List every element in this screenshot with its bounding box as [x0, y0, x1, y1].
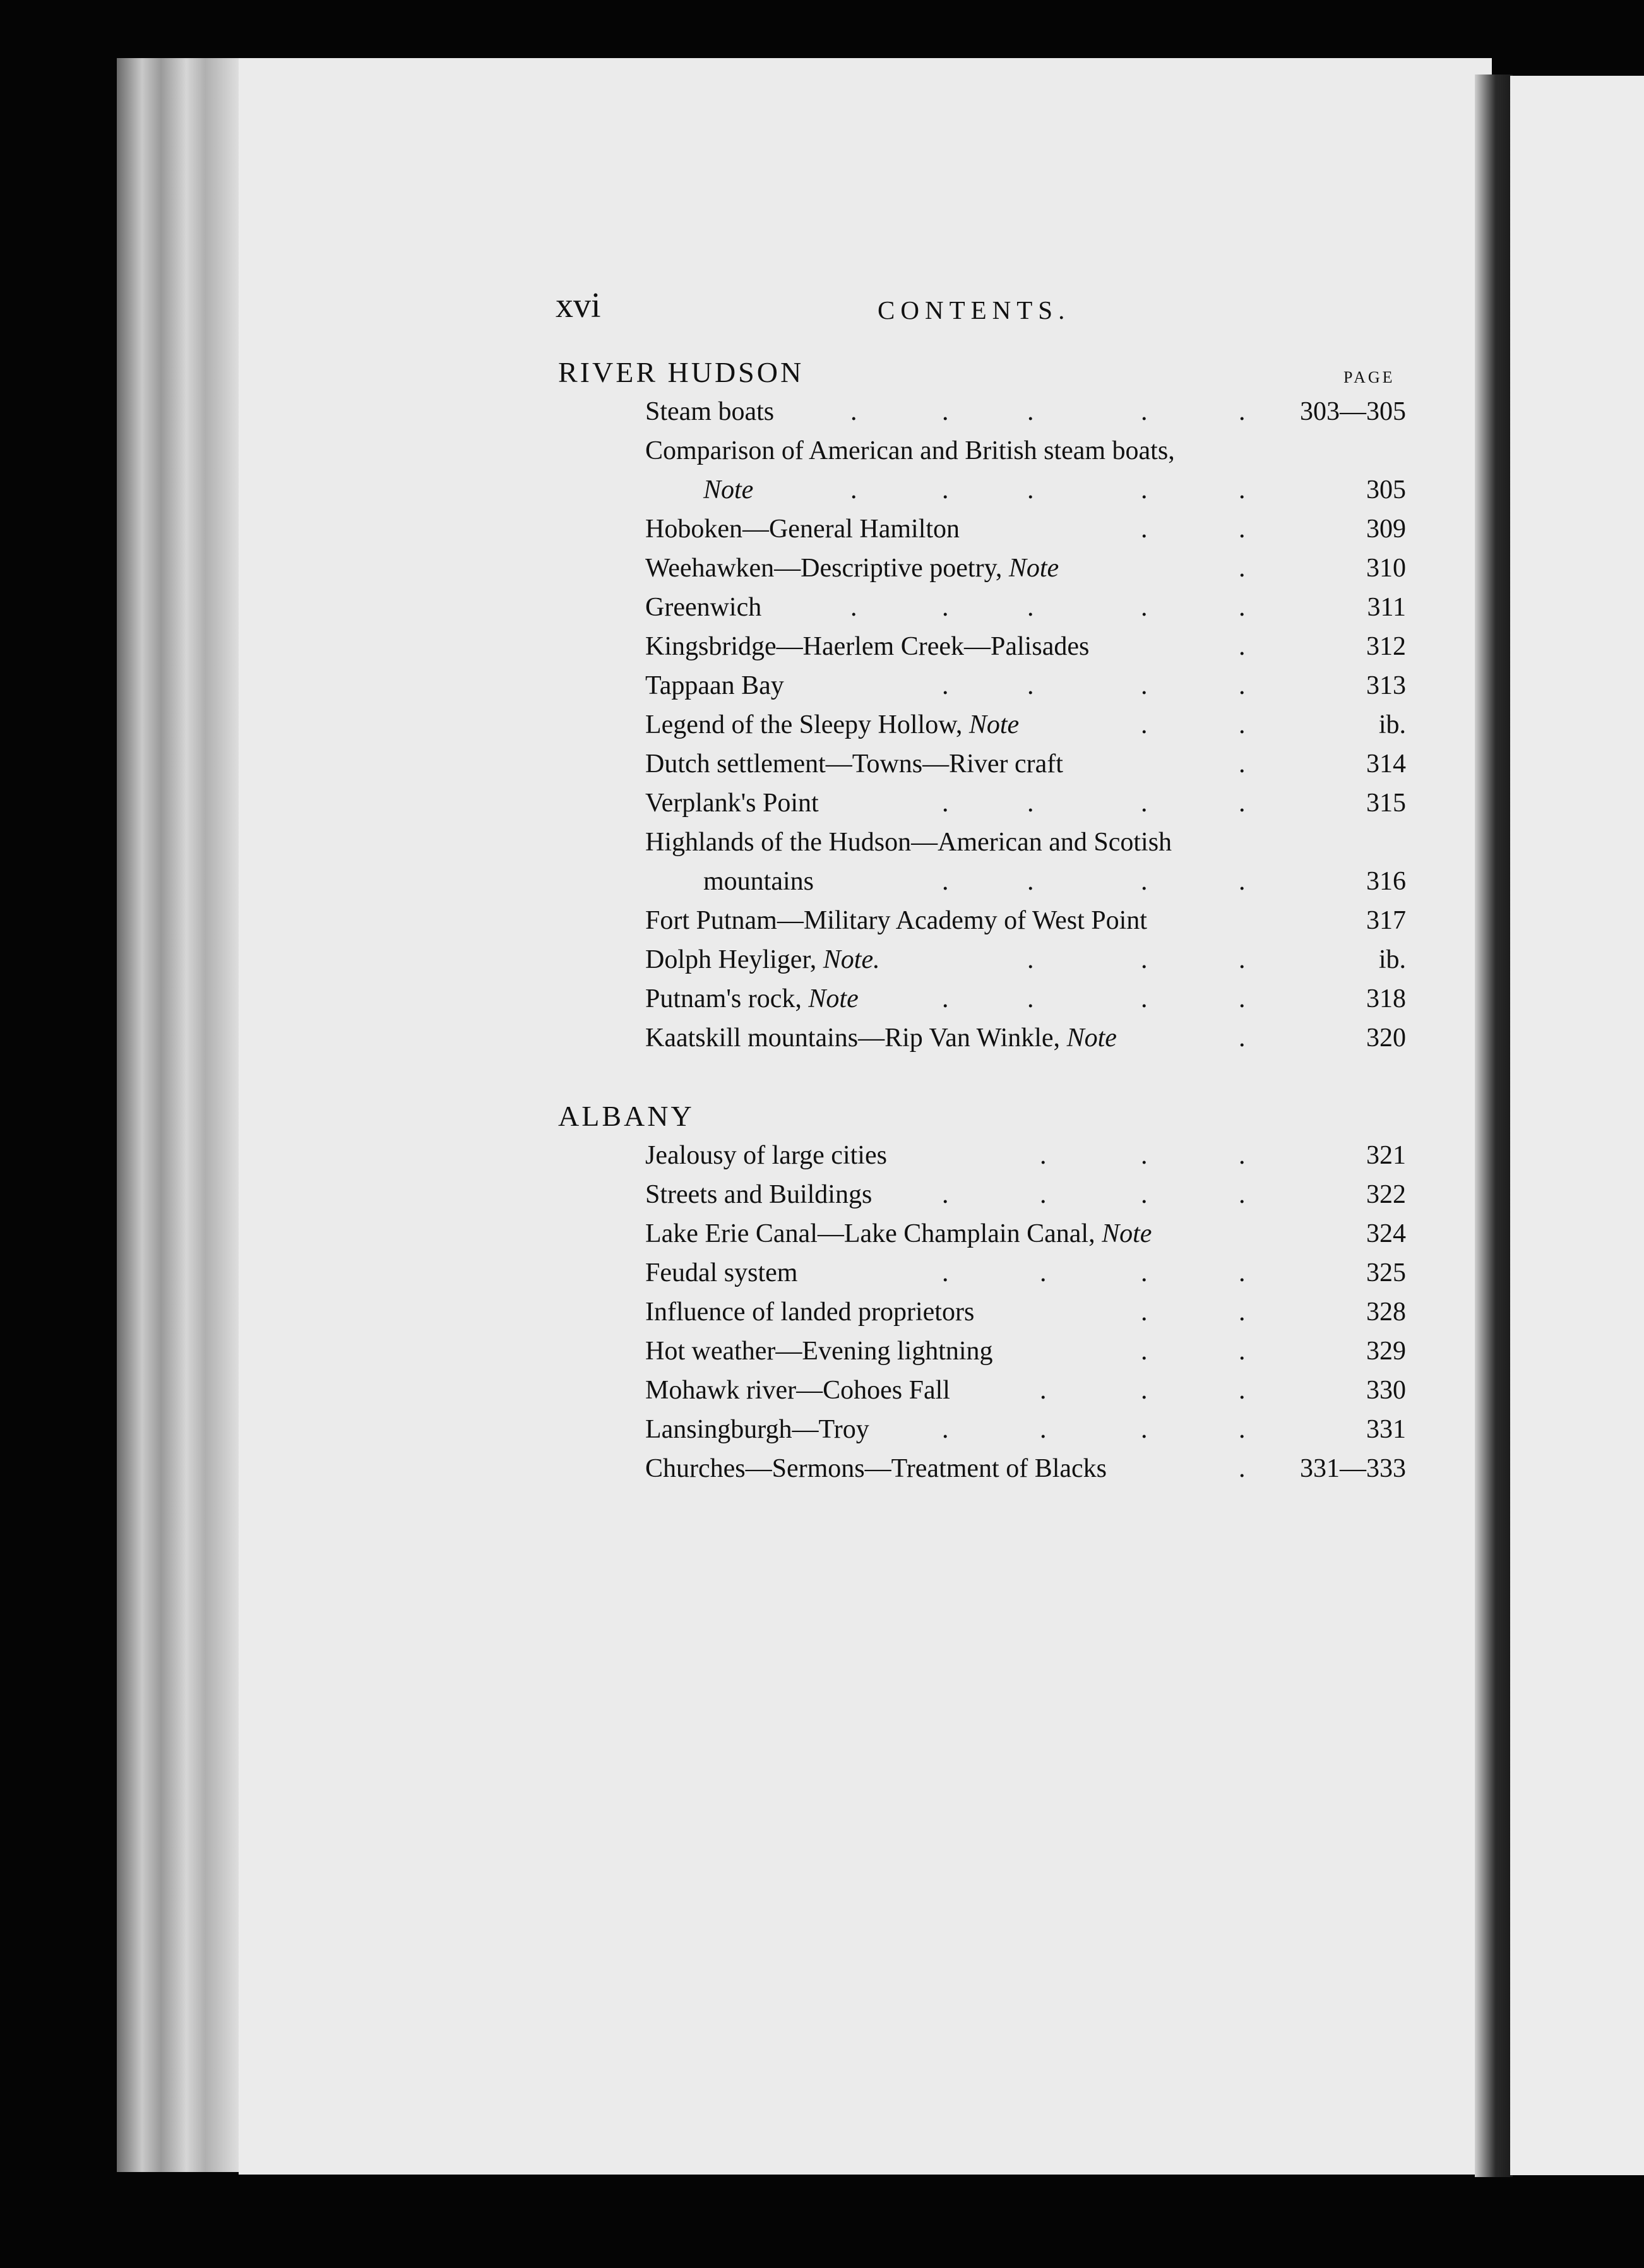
toc-entry: Greenwich . . . . . 311: [645, 593, 1406, 622]
entry-page: 320: [1366, 1024, 1406, 1053]
entry-text: Lake Erie Canal—Lake Champlain Canal, Note: [645, 1219, 1152, 1248]
entry-page: 315: [1366, 789, 1406, 818]
section-title: RIVER HUDSON: [558, 356, 804, 388]
entry-text: Mohawk river—Cohoes Fall: [645, 1376, 950, 1405]
toc-entry: [645, 827, 1406, 866]
entry-text: Tappaan Bay: [645, 671, 784, 700]
page-number: xvi: [556, 286, 601, 325]
toc-entry: Influence of landed proprietors . . 328: [645, 1298, 1406, 1327]
toc-entry: Hoboken—General Hamilton . . 309: [645, 515, 1406, 544]
toc-entry: Feudal system . . . . 325: [645, 1258, 1406, 1287]
page-edge-stack: [117, 58, 243, 2172]
entry-text: Kingsbridge—Haerlem Creek—Palisades: [645, 632, 1090, 661]
toc-entry: mountains . . . . 316: [703, 867, 1406, 896]
entry-page: 324: [1366, 1219, 1406, 1248]
entry-text: Influence of landed proprietors: [645, 1298, 975, 1327]
toc-entry: Kingsbridge—Haerlem Creek—Palisades . 312: [645, 632, 1406, 661]
toc-entry: Jealousy of large cities . . . 321: [645, 1141, 1406, 1170]
entry-text: Churches—Sermons—Treatment of Blacks: [645, 1454, 1107, 1483]
toc-entry: [645, 1219, 1406, 1258]
entry-text: Fort Putnam—Military Academy of West Point: [645, 906, 1147, 935]
entry-page: 322: [1366, 1180, 1406, 1209]
entry-page: 330: [1366, 1376, 1406, 1405]
entry-text: Dutch settlement—Towns—River craft: [645, 749, 1063, 779]
toc-entry: Lansingburgh—Troy . . . . 331: [645, 1415, 1406, 1444]
entry-page: 321: [1366, 1141, 1406, 1170]
toc-entry: Steam boats . . . . . 303—305: [645, 397, 1406, 426]
entry-page: 313: [1366, 671, 1406, 700]
toc-entry: Verplank's Point . . . . 315: [645, 789, 1406, 818]
facing-page-edge: [1510, 76, 1644, 2175]
entry-text: Legend of the Sleepy Hollow, Note: [645, 710, 1020, 739]
entry-text: Jealousy of large cities: [645, 1141, 887, 1170]
entry-text: Note: [703, 475, 754, 504]
book-gutter: [1475, 75, 1513, 2177]
entry-page: 312: [1366, 632, 1406, 661]
entry-text: mountains: [703, 867, 814, 896]
running-title: CONTENTS.: [878, 295, 1071, 325]
toc-entry: Note . . . . . 305: [703, 475, 1406, 504]
entry-page: 310: [1366, 554, 1406, 583]
toc-entry: Weehawken—Descriptive poetry, Note . 310: [645, 554, 1406, 583]
entry-text: Dolph Heyliger, Note.: [645, 945, 880, 974]
entry-page: 309: [1366, 515, 1406, 544]
entry-page: 318: [1366, 984, 1406, 1013]
entry-text: Streets and Buildings: [645, 1180, 873, 1209]
toc-entry: Hot weather—Evening lightning . . 329: [645, 1337, 1406, 1366]
entry-text: Putnam's rock, Note: [645, 984, 859, 1013]
toc-entry: Kaatskill mountains—Rip Van Winkle, Note . 320: [645, 1024, 1406, 1053]
entry-text: Highlands of the Hudson—American and Scotish: [645, 828, 1172, 857]
entry-text: Greenwich: [645, 593, 762, 622]
toc-entry: Dolph Heyliger, Note. . . . ib.: [645, 945, 1406, 974]
entry-page: 314: [1366, 749, 1406, 779]
entry-page: ib.: [1378, 945, 1406, 974]
book-page: [239, 58, 1492, 2175]
entry-text: Feudal system: [645, 1258, 798, 1287]
entry-text: Kaatskill mountains—Rip Van Winkle, Note: [645, 1024, 1117, 1053]
entry-page: 317: [1366, 906, 1406, 935]
entry-page: 316: [1366, 867, 1406, 896]
toc-entry: [645, 436, 1406, 475]
toc-entry: Churches—Sermons—Treatment of Blacks . 331—333: [645, 1454, 1406, 1483]
entry-page: 331—333: [1300, 1454, 1406, 1483]
entry-text: Steam boats: [645, 397, 775, 426]
entry-page: 328: [1366, 1298, 1406, 1327]
entry-page: ib.: [1378, 710, 1406, 739]
entry-text: Weehawken—Descriptive poetry, Note: [645, 554, 1059, 583]
toc-entry: Mohawk river—Cohoes Fall . . . 330: [645, 1376, 1406, 1405]
entry-text: Hoboken—General Hamilton: [645, 515, 960, 544]
entry-page: 311: [1367, 593, 1406, 622]
toc-entry: Putnam's rock, Note . . . . 318: [645, 984, 1406, 1013]
toc-entry: Dutch settlement—Towns—River craft . 314: [645, 749, 1406, 779]
entry-page: 305: [1366, 475, 1406, 504]
entry-text: Verplank's Point: [645, 789, 819, 818]
entry-page: 325: [1366, 1258, 1406, 1287]
entry-page: 303—305: [1300, 397, 1406, 426]
entry-text: Comparison of American and British steam boats,: [645, 436, 1175, 465]
page-column-label: PAGE: [1343, 368, 1395, 386]
toc-entry: Tappaan Bay . . . . 313: [645, 671, 1406, 700]
toc-entry: Streets and Buildings . . . . 322: [645, 1180, 1406, 1209]
toc-entry: [645, 905, 1406, 945]
entry-text: Hot weather—Evening lightning: [645, 1337, 993, 1366]
entry-page: 329: [1366, 1337, 1406, 1366]
entry-page: 331: [1366, 1415, 1406, 1444]
entry-text: Lansingburgh—Troy: [645, 1415, 869, 1444]
section-title: ALBANY: [558, 1100, 694, 1132]
toc-entry: Legend of the Sleepy Hollow, Note . . ib.: [645, 710, 1406, 739]
